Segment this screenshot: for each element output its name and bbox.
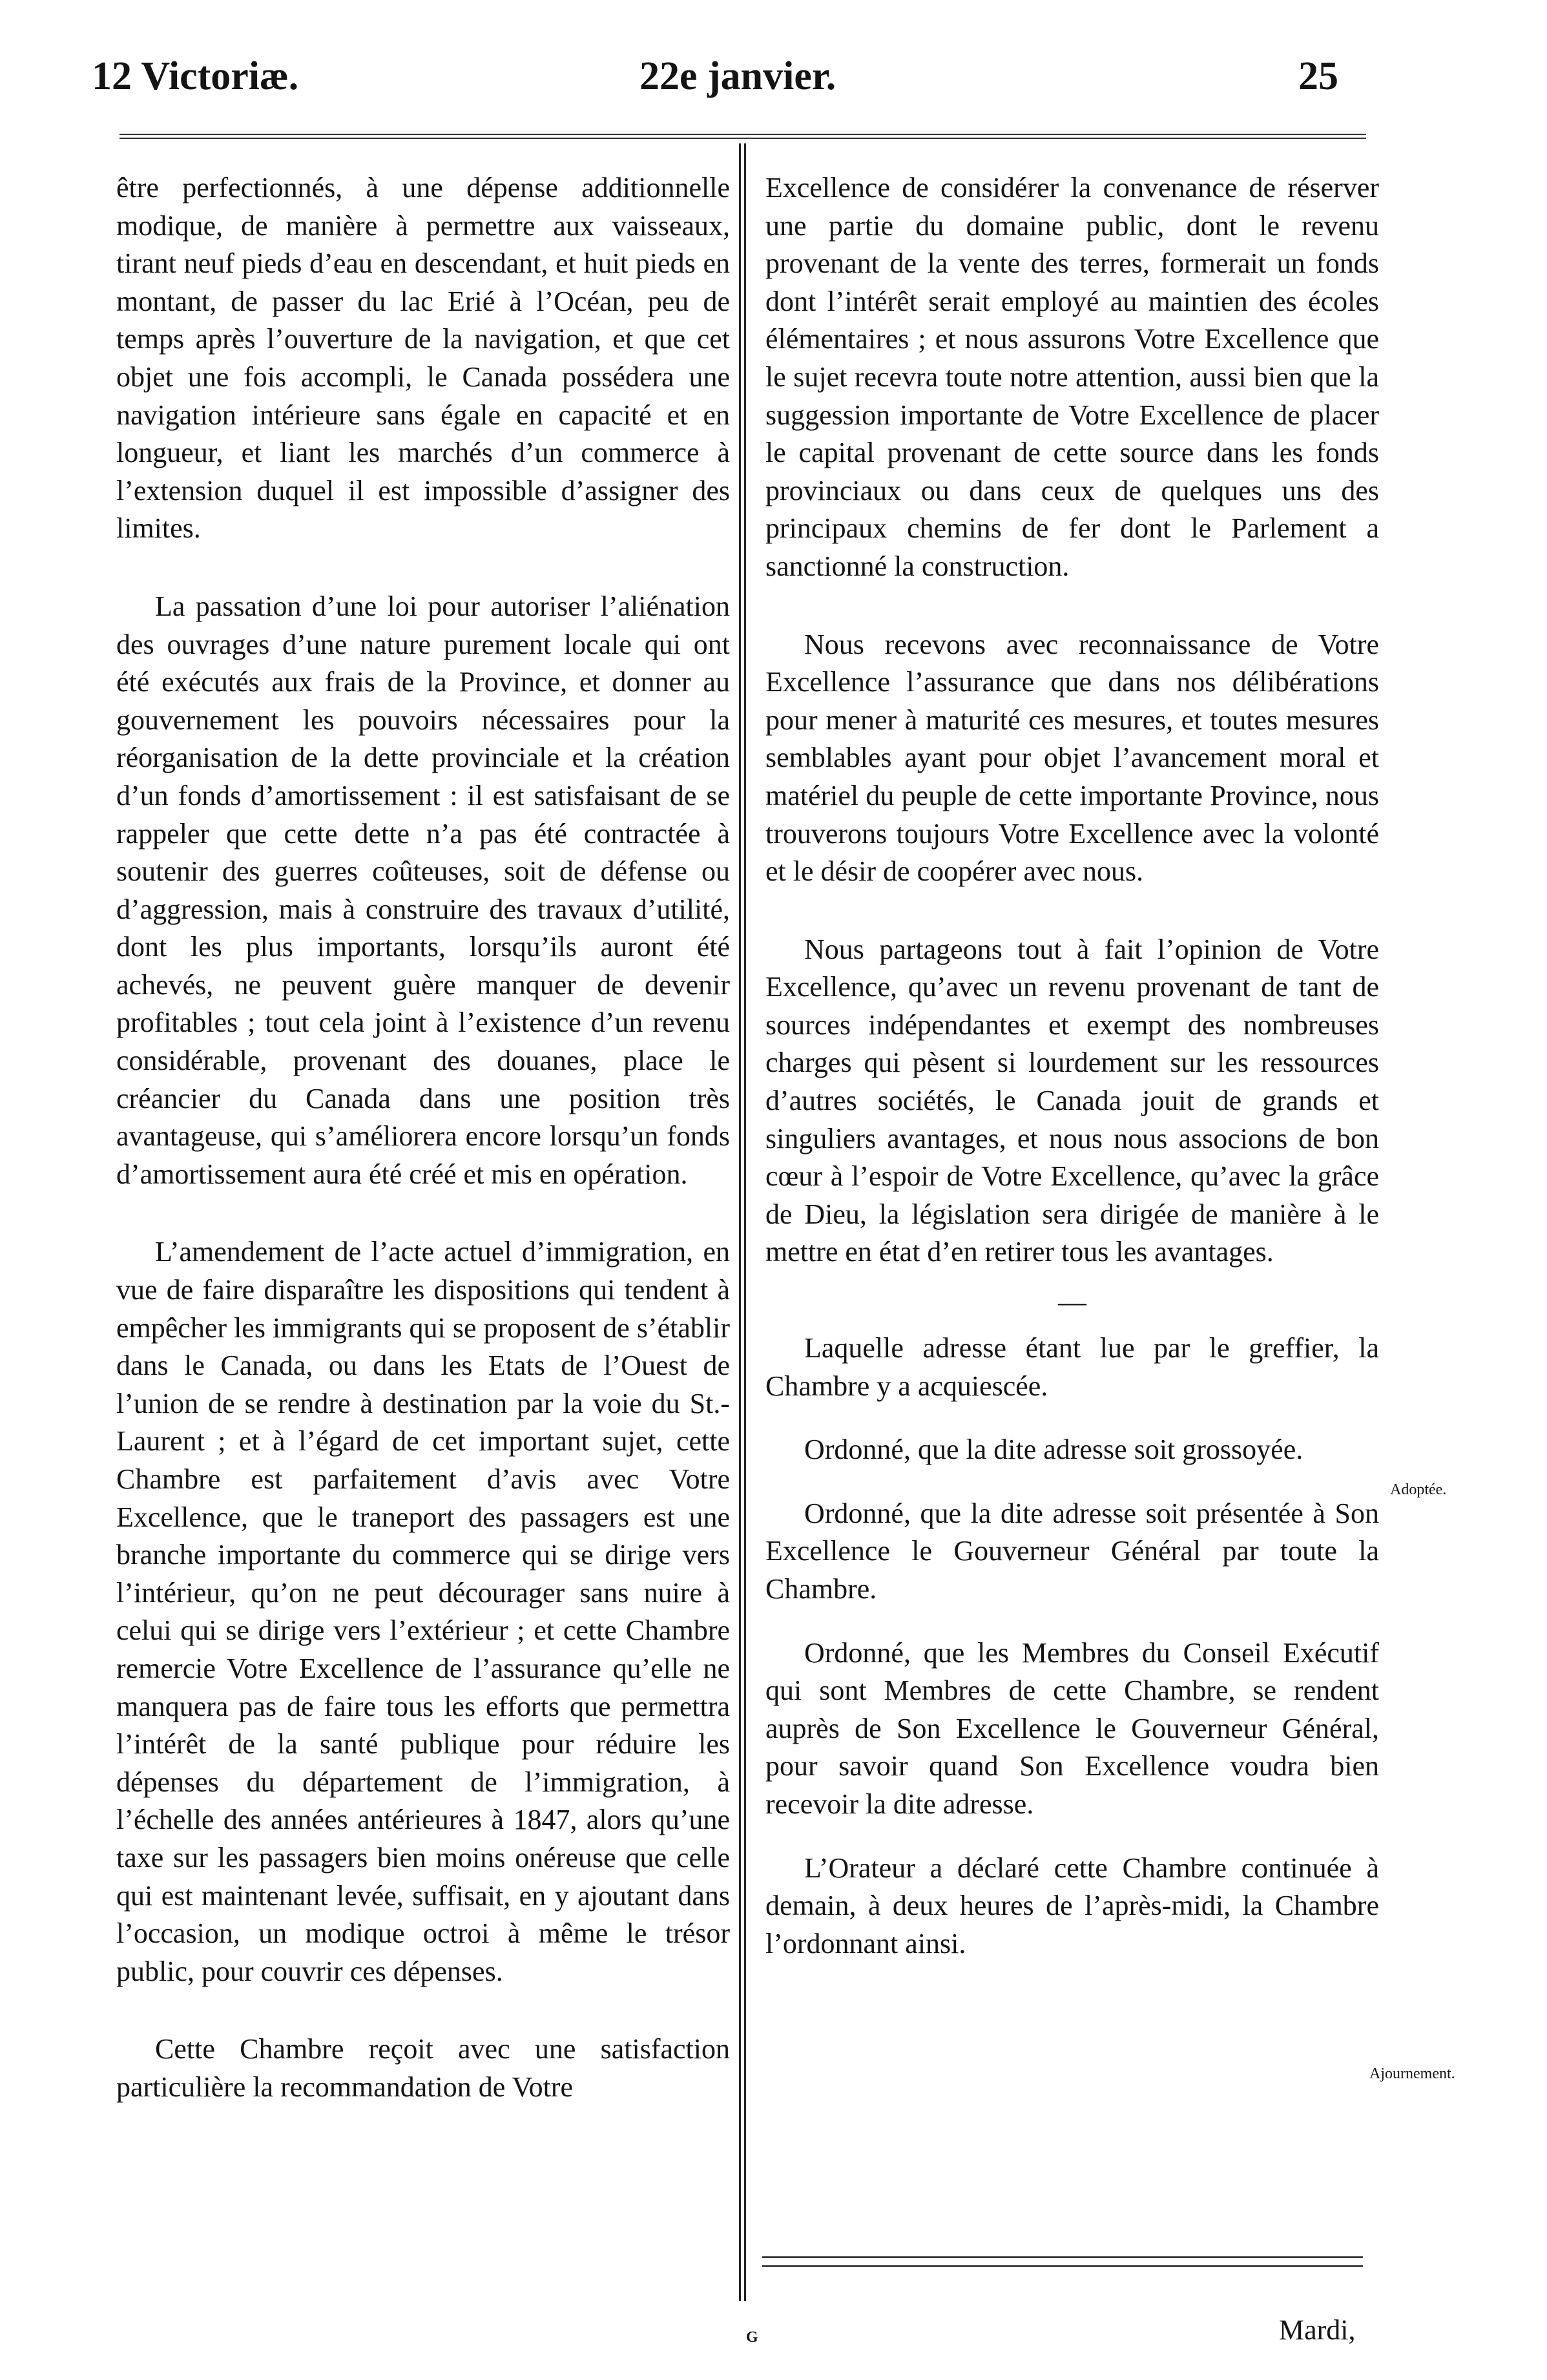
- section-dash: —: [1058, 1286, 1086, 1319]
- paragraph-independent-revenue: Nous partageons tout à fait l’opinion de Votre Excellence, qu’avec un revenu provenant de tant de sources indépendantes et exempt des nombreuses charges qui pèsent si lourdement sur les ressources d’autres sociétés, le Canada jouit de grands et singuliers avantages, et nous nous associons de bon cœur à l’espoir de Votre Excellence, qu’avec la grâce de Dieu, la législation sera dirigée de manière à le mettre en état d’en retirer tous les avantages.: [765, 933, 1379, 1268]
- paragraph-public-domain-cont: Excellence de considérer la convenance de réserver une partie du domaine public, dont le revenu provenant de la vente des terres, formerait un fonds dont l’intérêt serait employé au maintien des écoles élémentaires ; et nous assurons Votre Excellence que le sujet recevra toute notre attention, aussi bien que la suggession importante de Votre Excellence de placer le capital provenant de cette source dans les fonds provinciaux ou dans ceux de quelques uns des principaux chemins de fer dont le Parlement a sanctionné la construction.: [765, 172, 1379, 582]
- running-head-date: 22e janvier.: [639, 54, 836, 98]
- right-column: [765, 169, 1379, 1989]
- catchword: Mardi,: [1279, 2314, 1356, 2346]
- paragraph-moral-advancement: Nous recevons avec reconnaissance de Votre Excellence l’assurance que dans nos délibérations pour mener à maturité ces mesures, et toutes mesures semblables ayant pour objet l’avancement moral et matériel du peuple de cette importante Province, nous trouverons toujours Votre Excellence avec la volonté et le désir de coopérer avec nous.: [765, 628, 1379, 888]
- margin-note-adoptee: Adoptée.: [1390, 1481, 1447, 1498]
- entry-presented: Ordonné, que la dite adresse soit présentée à Son Excellence le Gouverneur Général par toute la Chambre.: [765, 1497, 1379, 1605]
- margin-note-ajournement: Ajournement.: [1369, 2065, 1455, 2082]
- header-rule-second: [119, 138, 1366, 139]
- signature-mark: G: [746, 2329, 758, 2346]
- entry-council-members: Ordonné, que les Membres du Conseil Exécutif qui sont Membres de cette Chambre, se rendent auprès de Son Excellence le Gouverneur Général, pour savoir quand Son Excellence voudra bien recevoir la dite adresse.: [765, 1636, 1379, 1820]
- left-column: [116, 169, 730, 2107]
- closing-rule: [762, 2256, 1363, 2262]
- entry-adjournment: L’Orateur a déclaré cette Chambre continuée à demain, à deux heures de l’après-midi, la Chambre l’ordonnant ainsi.: [765, 1852, 1379, 1959]
- paragraph-public-domain-start: Cette Chambre reçoit avec une satisfaction particulière la recommandation de Votre: [116, 2033, 730, 2103]
- header-rule: [119, 134, 1366, 135]
- paragraph-immigration-act: L’amendement de l’acte actuel d’immigration, en vue de faire disparaître les dispositions qui tendent à empêcher les immigrants qui se proposent de s’établir dans le Canada, ou dans les Etats de l’Ouest de l’union de se rendre à destination par la voie du St.-Laurent ; et à l’égard de cet important sujet, cette Chambre est parfaitement d’avis avec Votre Excellence, que le traneport des passagers est une branche importante du commerce qui se dirige vers l’intérieur, qu’on ne peut décourager sans nuire à celui qui se dirige vers l’extérieur ; et cette Chambre remercie Votre Excellence de l’assurance qu’elle ne manquera pas de faire tous les efforts que permettra l’intérêt de la santé publique pour réduire les dépenses du département de l’immigration, à l’échelle des années antérieures à 1847, alors qu’une taxe sur les passagers bien moins onéreuse que celle qui est maintenant levée, suffisait, en y ajoutant dans l’occasion, un modique octroi à même le trésor public, pour couvrir ces dépenses.: [116, 1236, 730, 1987]
- entry-engrossed: Ordonné, que la dite adresse soit grossoyée.: [804, 1434, 1303, 1466]
- closing-rule-second: [762, 2265, 1363, 2271]
- running-head-regnal-year: 12 Victoriæ.: [92, 54, 299, 98]
- column-rule: [739, 143, 741, 2301]
- entry-address-read: Laquelle adresse étant lue par le greffier, la Chambre y a acquiescée.: [765, 1332, 1379, 1402]
- paragraph-provincial-debt: La passation d’une loi pour autoriser l’aliénation des ouvrages d’une nature purement locale qui ont été exécutés aux frais de la Province, et donner au gouvernement les pouvoirs nécessaires pour la réorganisation de la dette provinciale et la création d’un fonds d’amortissement : il est satisfaisant de se rappeler que cette dette n’a pas été contractée à soutenir des guerres coûteuses, soit de défense ou d’aggression, mais à construire des travaux d’utilité, dont les plus importants, lorsqu’ils auront été achevés, ne peuvent guère manquer de devenir profitables ; tout cela joint à l’existence d’un revenu considérable, provenant des douanes, place le créancier du Canada dans une position très avantageuse, qui s’améliorera encore lorsqu’un fonds d’amortissement aura été créé et mis en opération.: [116, 590, 730, 1190]
- paragraph-canal-navigation: être perfectionnés, à une dépense additionnelle modique, de manière à permettre aux vaisseaux, tirant neuf pieds d’eau en descendant, et huit pieds en montant, de passer du lac Erié à l’Océan, peu de temps après l’ouverture de la navigation, et que cet objet une fois accompli, le Canada possédera une navigation intérieure sans égale en capacité et en longueur, et liant les marchés d’un commerce à l’extension duquel il est impossible d’assigner des limites.: [116, 172, 730, 545]
- column-rule-second: [744, 143, 746, 2301]
- page-number: 25: [1298, 54, 1338, 98]
